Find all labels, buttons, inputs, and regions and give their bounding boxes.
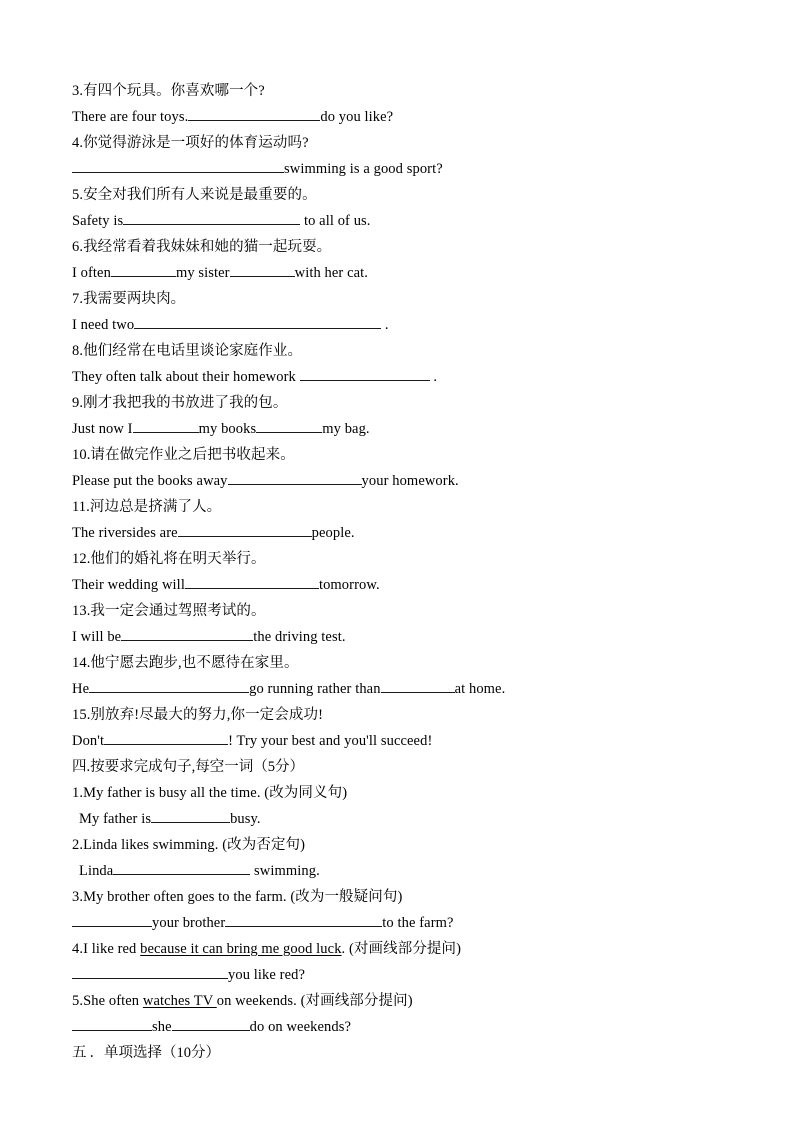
sentence-text: I need two — [72, 317, 135, 333]
sentence-text: . — [381, 317, 389, 333]
sentence-text: Just now I — [72, 421, 133, 437]
answer-line[interactable] — [72, 910, 721, 936]
answer-blank[interactable] — [256, 419, 322, 433]
answer-line[interactable] — [72, 624, 721, 650]
worksheet-content — [72, 78, 721, 1066]
answer-line[interactable] — [72, 1014, 721, 1040]
answer-blank[interactable] — [185, 575, 319, 589]
chinese-prompt: 14.他宁愿去跑步,也不愿待在家里。 — [72, 655, 299, 671]
sentence-text: to all of us. — [300, 213, 371, 229]
sentence-text: your brother — [152, 915, 226, 931]
chinese-prompt: 11.河边总是挤满了人。 — [72, 499, 222, 515]
answer-blank[interactable] — [72, 159, 284, 173]
answer-blank[interactable] — [188, 107, 320, 121]
answer-blank[interactable] — [172, 1017, 250, 1031]
answer-line[interactable] — [72, 364, 721, 390]
answer-blank[interactable] — [225, 913, 382, 927]
answer-blank[interactable] — [151, 809, 230, 823]
sentence-text: my bag. — [322, 421, 370, 437]
chinese-prompt: 6.我经常看着我妹妹和她的猫一起玩耍。 — [72, 239, 332, 255]
sentence-text: Please put the books away — [72, 473, 228, 489]
section-five-number: 五 — [72, 1045, 90, 1061]
exercise-prompt — [72, 988, 721, 1014]
answer-blank[interactable] — [72, 1017, 152, 1031]
answer-line[interactable] — [72, 676, 721, 702]
answer-blank[interactable] — [89, 679, 249, 693]
sentence-text: the driving test. — [253, 629, 346, 645]
answer-blank[interactable] — [134, 315, 381, 329]
sentence-text: I often — [72, 265, 111, 281]
sentence-text: busy. — [230, 811, 261, 827]
sentence-text: There are four toys. — [72, 109, 189, 125]
answer-blank[interactable] — [133, 419, 199, 433]
answer-blank[interactable] — [381, 679, 455, 693]
chinese-prompt: 12.他们的婚礼将在明天举行。 — [72, 551, 266, 567]
answer-line[interactable] — [72, 858, 721, 884]
section-five-heading — [72, 1040, 721, 1066]
answer-blank[interactable] — [123, 211, 300, 225]
chinese-prompt: 7.我需要两块肉。 — [72, 291, 186, 307]
chinese-prompt: 9.刚才我把我的书放进了我的包。 — [72, 395, 288, 411]
sentence-text: 2.Linda likes swimming. (改为否定句) — [72, 837, 306, 853]
sentence-text: my sister — [175, 265, 230, 281]
sentence-text: people. — [311, 525, 355, 541]
sentence-text: . — [429, 369, 438, 385]
sentence-text: to the farm? — [382, 915, 454, 931]
answer-blank[interactable] — [111, 263, 176, 277]
chinese-prompt: 10.请在做完作业之后把书收起来。 — [72, 447, 295, 463]
sentence-text: go running rather than — [249, 681, 381, 697]
sentence-text: on weekends. (对画线部分提问) — [216, 993, 413, 1009]
answer-blank[interactable] — [178, 523, 312, 537]
sentence-text: swimming is a good sport? — [284, 161, 443, 177]
sentence-text: Safety is — [72, 213, 124, 229]
sentence-text: ! Try your best and you'll succeed! — [228, 733, 433, 749]
exercise-prompt — [72, 832, 721, 858]
answer-line[interactable] — [72, 962, 721, 988]
chinese-prompt: 5.安全对我们所有人来说是最重要的。 — [72, 187, 317, 203]
answer-line[interactable] — [72, 468, 721, 494]
sentence-text: He — [72, 681, 90, 697]
sentence-text: 4.I like red — [72, 941, 141, 957]
sentence-text: Linda — [79, 863, 114, 879]
exercise-prompt — [72, 884, 721, 910]
chinese-prompt: 13.我一定会通过驾照考试的。 — [72, 603, 266, 619]
chinese-prompt: 4.你觉得游泳是一项好的体育运动吗? — [72, 135, 309, 151]
sentence-text: your homework. — [361, 473, 459, 489]
answer-line[interactable] — [72, 520, 721, 546]
sentence-text: Don't — [72, 733, 105, 749]
sentence-text: you like red? — [228, 967, 305, 983]
sentence-text: my books — [198, 421, 257, 437]
sentence-text: My father is — [79, 811, 152, 827]
answer-blank[interactable] — [228, 471, 362, 485]
answer-line[interactable] — [72, 156, 721, 182]
sentence-text: with her cat. — [294, 265, 368, 281]
exercise-prompt — [72, 936, 721, 962]
underlined-phrase: watches TV — [142, 993, 217, 1009]
sentence-text: I will be — [72, 629, 122, 645]
answer-line[interactable] — [72, 416, 721, 442]
sentence-text: The riversides are — [72, 525, 178, 541]
answer-blank[interactable] — [300, 367, 430, 381]
sentence-text: do on weekends? — [249, 1019, 351, 1035]
answer-line[interactable] — [72, 806, 721, 832]
answer-line[interactable] — [72, 260, 721, 286]
sentence-text: 1.My father is busy all the time. (改为同义句) — [72, 785, 348, 801]
answer-line[interactable] — [72, 104, 721, 130]
sentence-text: 5.She often — [72, 993, 143, 1009]
sentence-text: . (对画线部分提问) — [341, 941, 462, 957]
underlined-phrase: because it can bring me good luck — [140, 941, 342, 957]
chinese-prompt: 8.他们经常在电话里谈论家庭作业。 — [72, 343, 303, 359]
sentence-text: They often talk about their homework — [72, 369, 300, 385]
answer-blank[interactable] — [104, 731, 228, 745]
section-five-label: ．单项选择（10分） — [89, 1045, 220, 1061]
answer-blank[interactable] — [72, 965, 228, 979]
answer-line[interactable] — [72, 728, 721, 754]
section-four-heading: 四.按要求完成句子,每空一词（5分） — [72, 759, 304, 775]
sentence-text: do you like? — [320, 109, 394, 125]
answer-line[interactable] — [72, 572, 721, 598]
sentence-text: 3.My brother often goes to the farm. (改为一般疑问句) — [72, 889, 403, 905]
answer-line[interactable] — [72, 312, 721, 338]
answer-line[interactable] — [72, 208, 721, 234]
sentence-text: Their wedding will — [72, 577, 185, 593]
sentence-text: she — [152, 1019, 172, 1035]
chinese-prompt: 15.别放弃!尽最大的努力,你一定会成功! — [72, 707, 324, 723]
exercise-prompt — [72, 780, 721, 806]
chinese-prompt: 3.有四个玩具。你喜欢哪一个? — [72, 83, 265, 99]
answer-blank[interactable] — [72, 913, 152, 927]
answer-blank[interactable] — [230, 263, 295, 277]
sentence-text: tomorrow. — [318, 577, 380, 593]
answer-blank[interactable] — [113, 861, 250, 875]
sentence-text: at home. — [454, 681, 506, 697]
sentence-text: swimming. — [250, 863, 320, 879]
answer-blank[interactable] — [121, 627, 253, 641]
